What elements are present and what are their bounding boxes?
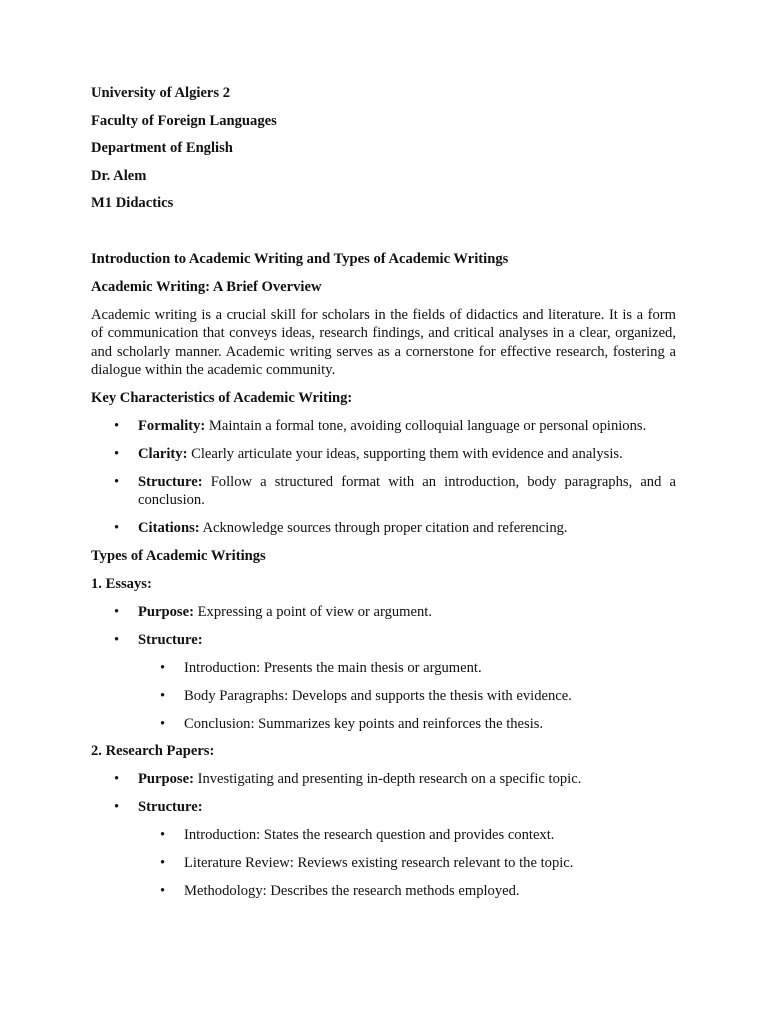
item-text: Expressing a point of view or argument.	[193, 604, 432, 621]
overview-paragraph: Academic writing is a crucial skill for scholars in the fields of didactics and literature. It is a form of communication that conveys ideas, research findings, and critical analyses in a clear, organized, and scholarly manner. Academic writing serves as a cornerstone for effective research, fostering a dialogue within the academic community.	[91, 306, 676, 378]
faculty-name: Faculty of Foreign Languages	[91, 112, 277, 129]
list-item	[91, 603, 676, 621]
bullet-icon: •	[160, 715, 166, 732]
characteristics-list	[91, 417, 676, 537]
bullet-icon: •	[114, 771, 120, 788]
sub-list-item	[91, 715, 676, 733]
list-item	[91, 519, 676, 537]
teacher-name: Dr. Alem	[91, 167, 147, 184]
bullet-icon: •	[160, 687, 166, 704]
bullet-icon: •	[160, 883, 166, 900]
list-item	[91, 473, 676, 510]
item-label: Purpose:	[138, 604, 194, 621]
sub-list-item	[91, 854, 676, 872]
sub-list-item	[91, 826, 676, 844]
course-name: M1 Didactics	[91, 195, 174, 212]
bullet-icon: •	[114, 799, 120, 816]
research-papers-heading: 2. Research Papers:	[91, 743, 215, 760]
item-text: Body Paragraphs: Develops and supports the thesis with evidence.	[184, 687, 572, 704]
overview-heading: Academic Writing: A Brief Overview	[91, 278, 322, 295]
item-text: Introduction: States the research question and provides context.	[184, 827, 555, 844]
characteristics-heading: Key Characteristics of Academic Writing:	[91, 390, 353, 407]
bullet-icon: •	[114, 604, 120, 621]
bullet-icon: •	[114, 473, 120, 490]
item-text: Introduction: Presents the main thesis or argument.	[184, 659, 482, 676]
bullet-icon: •	[114, 631, 120, 648]
list-item	[91, 445, 676, 463]
list-item	[91, 417, 676, 435]
item-text: Maintain a formal tone, avoiding colloquial language or personal opinions.	[205, 418, 647, 435]
item-label: Formality:	[138, 418, 206, 435]
item-text: Methodology: Describes the research methods employed.	[184, 883, 520, 900]
document-title: Introduction to Academic Writing and Types of Academic Writings	[91, 250, 509, 267]
sub-list-item	[91, 687, 676, 705]
department-name: Department of English	[91, 140, 233, 157]
item-text: Conclusion: Summarizes key points and reinforces the thesis.	[184, 715, 544, 732]
bullet-icon: •	[160, 827, 166, 844]
item-text: Acknowledge sources through proper citation and referencing.	[199, 520, 568, 537]
document-page	[91, 84, 676, 910]
item-text: Clearly articulate your ideas, supporting them with evidence and analysis.	[187, 446, 623, 463]
item-text: Follow a structured format with an introduction, body paragraphs, and a conclusion.	[138, 473, 676, 509]
item-text: Literature Review: Reviews existing research relevant to the topic.	[184, 855, 574, 872]
essays-heading: 1. Essays:	[91, 576, 152, 593]
bullet-icon: •	[114, 520, 120, 537]
research-papers-list	[91, 770, 676, 900]
bullet-icon: •	[160, 855, 166, 872]
item-label: Structure:	[138, 631, 203, 648]
item-label: Citations:	[138, 520, 200, 537]
bullet-icon: •	[114, 446, 120, 463]
university-name: University of Algiers 2	[91, 85, 231, 101]
item-label: Clarity:	[138, 446, 188, 463]
list-item	[91, 631, 676, 649]
essays-list	[91, 603, 676, 733]
item-label: Structure:	[138, 473, 203, 490]
types-heading: Types of Academic Writings	[91, 548, 266, 565]
item-label: Structure:	[138, 799, 203, 816]
bullet-icon: •	[114, 418, 120, 435]
item-text: Investigating and presenting in-depth research on a specific topic.	[193, 771, 582, 788]
spacer	[91, 222, 676, 250]
list-item	[91, 798, 676, 816]
list-item	[91, 770, 676, 788]
bullet-icon: •	[160, 659, 166, 676]
sub-list-item	[91, 882, 676, 900]
sub-list-item	[91, 659, 676, 677]
item-label: Purpose:	[138, 771, 194, 788]
